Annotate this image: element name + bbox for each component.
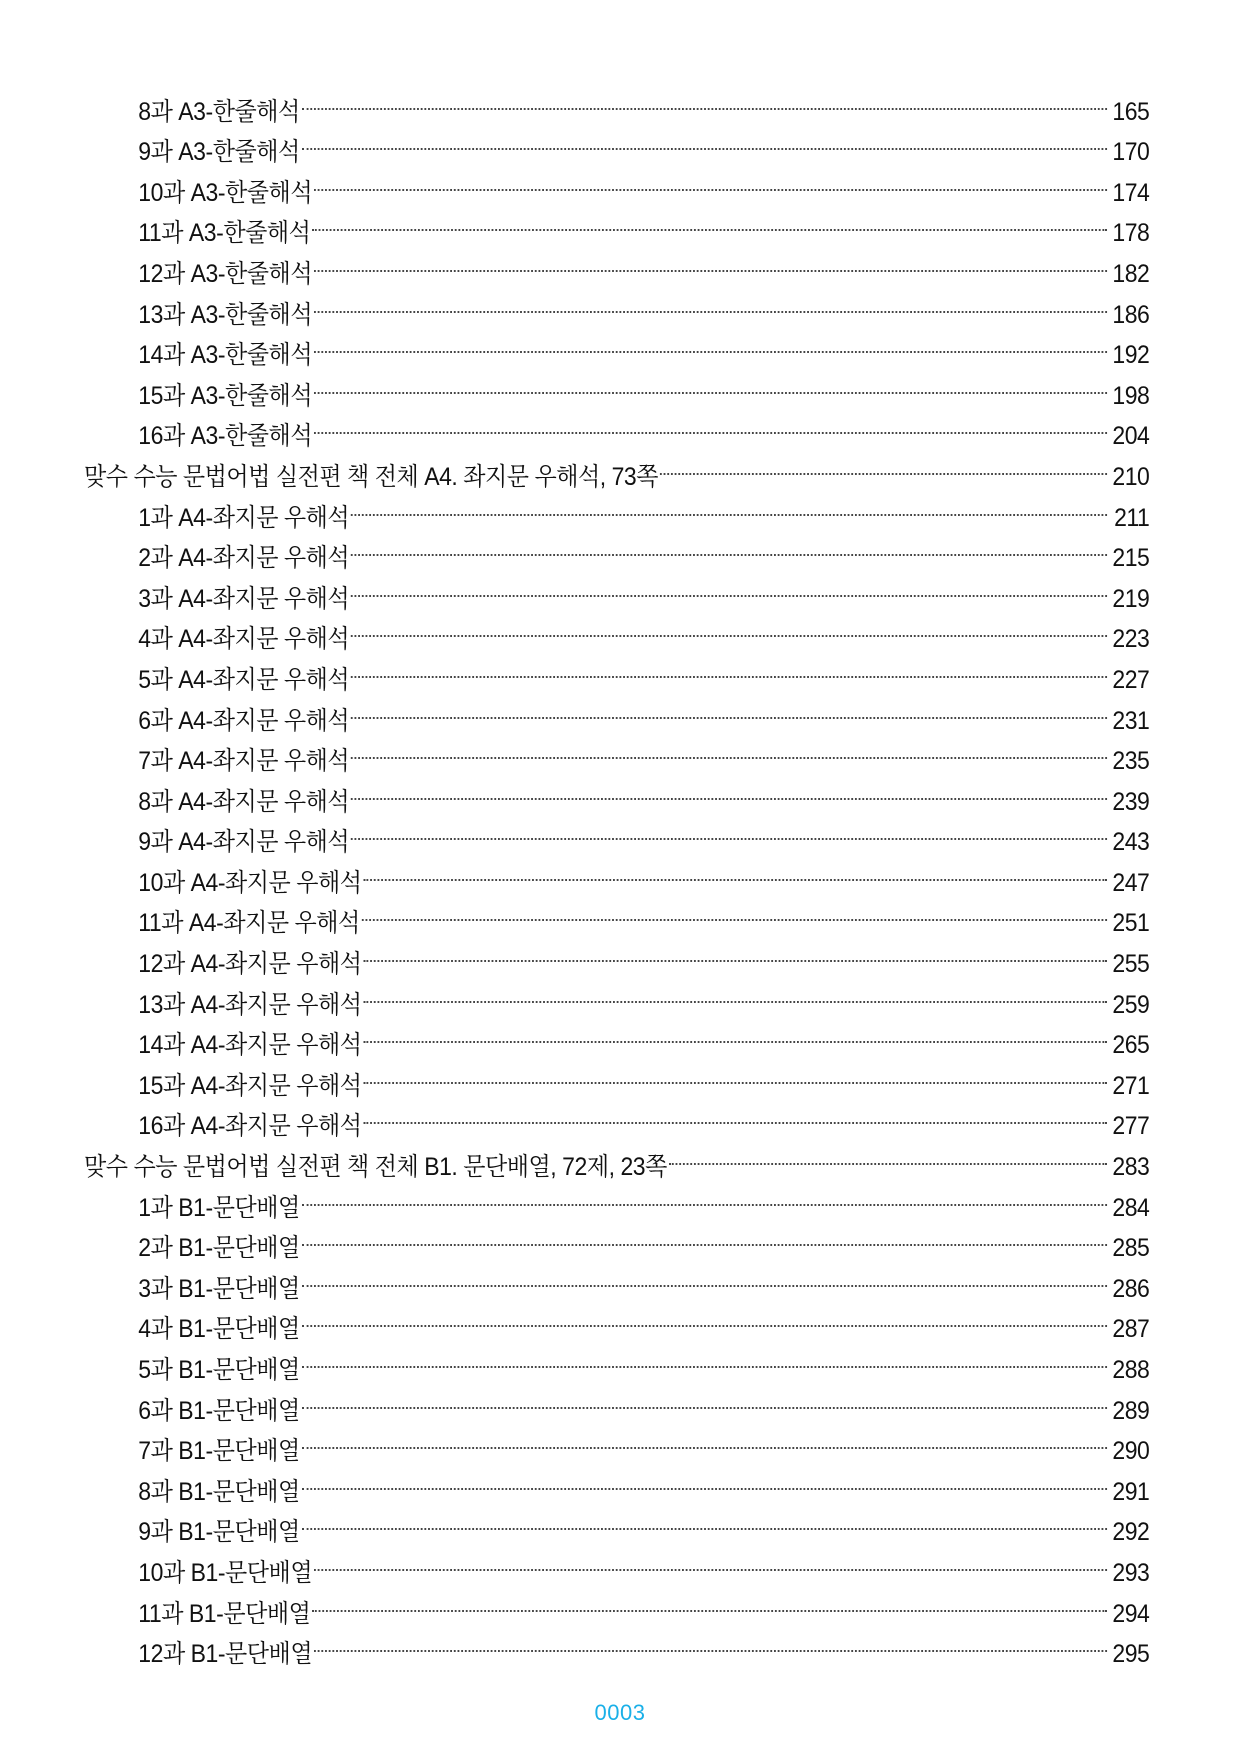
toc-entry-title: 2과 A4-좌지문 우해석 bbox=[138, 544, 350, 573]
toc-entry[interactable] bbox=[84, 938, 1149, 979]
toc-entry[interactable] bbox=[84, 330, 1149, 371]
toc-entry[interactable] bbox=[84, 127, 1149, 168]
toc-entry[interactable] bbox=[84, 370, 1149, 411]
toc-entry-page: 235 bbox=[1112, 747, 1150, 776]
dot-leader bbox=[351, 554, 1107, 556]
toc-entry-page: 210 bbox=[1112, 462, 1150, 491]
dot-leader bbox=[351, 838, 1107, 840]
dot-leader bbox=[302, 1447, 1107, 1449]
dot-leader bbox=[302, 1407, 1107, 1409]
toc-entry-page: 259 bbox=[1112, 990, 1150, 1019]
toc-entry[interactable] bbox=[84, 1588, 1149, 1629]
toc-entry-page: 223 bbox=[1112, 625, 1150, 654]
toc-entry-page: 215 bbox=[1112, 544, 1150, 573]
toc-entry-title: 12과 A3-한줄해석 bbox=[138, 259, 313, 288]
toc-entry-page: 165 bbox=[1112, 97, 1150, 126]
toc-entry-title: 3과 B1-문단배열 bbox=[138, 1274, 300, 1303]
toc-entry[interactable] bbox=[84, 1507, 1149, 1548]
toc-entry-title: 12과 A4-좌지문 우해석 bbox=[138, 950, 362, 979]
toc-entry[interactable] bbox=[84, 1385, 1149, 1426]
toc-entry-page: 293 bbox=[1112, 1558, 1150, 1587]
toc-entry-page: 294 bbox=[1112, 1599, 1150, 1628]
toc-entry-title: 8과 A4-좌지문 우해석 bbox=[138, 787, 350, 816]
toc-section-heading[interactable] bbox=[84, 451, 1149, 492]
toc-entry-page: 243 bbox=[1112, 828, 1150, 857]
dot-leader bbox=[363, 1001, 1107, 1003]
toc-entry[interactable] bbox=[84, 1182, 1149, 1223]
toc-entry-title: 7과 B1-문단배열 bbox=[138, 1437, 300, 1466]
toc-entry-page: 239 bbox=[1112, 787, 1150, 816]
toc-entry[interactable] bbox=[84, 86, 1149, 127]
toc-entry-title: 6과 B1-문단배열 bbox=[138, 1396, 300, 1425]
toc-entry[interactable] bbox=[84, 1060, 1149, 1101]
toc-entry[interactable] bbox=[84, 1101, 1149, 1142]
toc-entry[interactable] bbox=[84, 289, 1149, 330]
toc-entry-page: 288 bbox=[1112, 1356, 1150, 1384]
toc-entry-page: 178 bbox=[1112, 219, 1150, 248]
toc-entry[interactable] bbox=[84, 898, 1149, 939]
toc-entry-page: 186 bbox=[1112, 300, 1150, 329]
dot-leader bbox=[314, 1569, 1107, 1571]
toc-entry-title: 11과 A3-한줄해석 bbox=[138, 219, 311, 248]
toc-entry[interactable] bbox=[84, 1426, 1149, 1467]
dot-leader bbox=[302, 1366, 1107, 1368]
dot-leader bbox=[302, 108, 1107, 110]
toc-entry-page: 219 bbox=[1112, 584, 1150, 613]
dot-leader bbox=[302, 1488, 1107, 1490]
dot-leader bbox=[302, 1285, 1107, 1287]
toc-entry[interactable] bbox=[84, 248, 1149, 289]
dot-leader bbox=[351, 676, 1107, 678]
dot-leader bbox=[363, 879, 1107, 881]
dot-leader bbox=[351, 514, 1107, 516]
toc-entry[interactable] bbox=[84, 817, 1149, 858]
toc-entry[interactable] bbox=[84, 1223, 1149, 1264]
dot-leader bbox=[363, 1122, 1107, 1124]
toc-entry-title: 15과 A4-좌지문 우해석 bbox=[138, 1071, 362, 1100]
dot-leader bbox=[302, 1204, 1107, 1206]
toc-entry[interactable] bbox=[84, 1547, 1149, 1588]
toc-entry-page: 284 bbox=[1112, 1193, 1150, 1222]
dot-leader bbox=[314, 351, 1107, 353]
toc-entry-title: 5과 A4-좌지문 우해석 bbox=[138, 665, 350, 694]
toc-entry-title: 15과 A3-한줄해석 bbox=[138, 381, 313, 410]
toc-entry[interactable] bbox=[84, 614, 1149, 655]
toc-entry-page: 247 bbox=[1112, 868, 1150, 897]
toc-entry-title: 16과 A4-좌지문 우해석 bbox=[138, 1112, 362, 1141]
toc-entry-title: 14과 A3-한줄해석 bbox=[138, 341, 313, 370]
toc-entry-page: 292 bbox=[1112, 1518, 1150, 1547]
dot-leader bbox=[302, 1528, 1107, 1530]
toc-entry-title: 13과 A3-한줄해석 bbox=[138, 300, 313, 329]
toc-entry-page: 204 bbox=[1112, 422, 1150, 451]
dot-leader bbox=[363, 1082, 1107, 1084]
toc-entry[interactable] bbox=[84, 1466, 1149, 1507]
toc-entry[interactable] bbox=[84, 411, 1149, 452]
toc-entry[interactable] bbox=[84, 654, 1149, 695]
dot-leader bbox=[312, 1610, 1107, 1612]
dot-leader bbox=[669, 1163, 1107, 1165]
dot-leader bbox=[363, 1041, 1107, 1043]
toc-entry-page: 174 bbox=[1112, 178, 1150, 207]
dot-leader bbox=[314, 1650, 1107, 1652]
dot-leader bbox=[351, 798, 1107, 800]
dot-leader bbox=[312, 229, 1107, 231]
toc-entry[interactable] bbox=[84, 736, 1149, 777]
dot-leader bbox=[351, 635, 1107, 637]
toc-entry-title: 8과 A3-한줄해석 bbox=[138, 97, 300, 126]
dot-leader bbox=[302, 148, 1107, 150]
dot-leader bbox=[314, 311, 1107, 313]
toc-entry[interactable] bbox=[84, 1020, 1149, 1061]
dot-leader bbox=[351, 757, 1107, 759]
dot-leader bbox=[314, 270, 1107, 272]
toc-entry-page: 286 bbox=[1112, 1274, 1150, 1303]
toc-entry-page: 295 bbox=[1112, 1640, 1150, 1669]
toc-entry-title: 맞수 수능 문법어법 실전편 책 전체 A4. 좌지문 우해석, 73쪽 bbox=[84, 462, 659, 491]
toc-entry-title: 13과 A4-좌지문 우해석 bbox=[138, 990, 362, 1019]
toc-entry-title: 1과 B1-문단배열 bbox=[138, 1193, 300, 1222]
toc-entry[interactable] bbox=[84, 533, 1149, 574]
dot-leader bbox=[302, 1325, 1107, 1327]
toc-entry[interactable] bbox=[84, 208, 1149, 249]
toc-entry[interactable] bbox=[84, 776, 1149, 817]
page-number: 0003 bbox=[594, 1700, 646, 1725]
toc-entry-title: 2과 B1-문단배열 bbox=[138, 1234, 300, 1263]
toc-entry-title: 맞수 수능 문법어법 실전편 책 전체 B1. 문단배열, 72제, 23쪽 bbox=[84, 1153, 667, 1182]
toc-entry-title: 14과 A4-좌지문 우해석 bbox=[138, 1031, 362, 1060]
toc-entry-page: 231 bbox=[1112, 706, 1150, 735]
dot-leader bbox=[660, 473, 1107, 475]
toc-entry[interactable] bbox=[84, 1304, 1149, 1345]
toc-entry-title: 6과 A4-좌지문 우해석 bbox=[138, 706, 350, 735]
toc-entry-page: 227 bbox=[1112, 665, 1150, 694]
toc-section-heading[interactable] bbox=[84, 1141, 1149, 1182]
toc-entry-title: 4과 A4-좌지문 우해석 bbox=[138, 625, 350, 654]
toc-entry[interactable] bbox=[84, 857, 1149, 898]
dot-leader bbox=[302, 1244, 1107, 1246]
toc-entry-page: 211 bbox=[1114, 503, 1150, 532]
toc-entry-page: 198 bbox=[1112, 381, 1150, 410]
toc-entry-page: 291 bbox=[1112, 1477, 1150, 1506]
toc-entry[interactable] bbox=[84, 1344, 1149, 1385]
toc-entry[interactable] bbox=[84, 167, 1149, 208]
toc-entry-page: 255 bbox=[1112, 950, 1150, 979]
toc-entry-page: 283 bbox=[1112, 1153, 1150, 1182]
toc-entry-title: 11과 A4-좌지문 우해석 bbox=[138, 909, 360, 938]
dot-leader bbox=[363, 960, 1107, 962]
toc-entry-title: 7과 A4-좌지문 우해석 bbox=[138, 747, 350, 776]
toc-entry[interactable] bbox=[84, 695, 1149, 736]
toc-entry-title: 16과 A3-한줄해석 bbox=[138, 422, 313, 451]
toc-entry-page: 265 bbox=[1112, 1031, 1150, 1060]
toc-entry[interactable] bbox=[84, 1263, 1149, 1304]
dot-leader bbox=[314, 189, 1107, 191]
toc-entry-page: 289 bbox=[1112, 1396, 1150, 1425]
table-of-contents bbox=[84, 86, 1150, 1669]
toc-entry-title: 8과 B1-문단배열 bbox=[138, 1477, 300, 1506]
toc-entry-title: 9과 A3-한줄해석 bbox=[138, 138, 300, 167]
toc-entry-title: 10과 A3-한줄해석 bbox=[138, 178, 313, 207]
toc-entry-title: 12과 B1-문단배열 bbox=[138, 1640, 313, 1669]
toc-entry-title: 10과 A4-좌지문 우해석 bbox=[138, 868, 362, 897]
toc-entry[interactable] bbox=[84, 1629, 1149, 1670]
dot-leader bbox=[314, 392, 1107, 394]
dot-leader bbox=[362, 919, 1107, 921]
toc-entry-page: 182 bbox=[1112, 259, 1150, 288]
toc-entry-page: 192 bbox=[1112, 341, 1150, 370]
toc-entry-title: 5과 B1-문단배열 bbox=[138, 1356, 300, 1384]
toc-entry-page: 277 bbox=[1112, 1112, 1150, 1141]
toc-entry[interactable] bbox=[84, 573, 1149, 614]
toc-entry-page: 271 bbox=[1112, 1071, 1150, 1100]
dot-leader bbox=[351, 595, 1107, 597]
dot-leader bbox=[314, 432, 1107, 434]
toc-entry-page: 290 bbox=[1112, 1437, 1150, 1466]
toc-entry-page: 170 bbox=[1112, 138, 1150, 167]
toc-entry[interactable] bbox=[84, 492, 1149, 533]
dot-leader bbox=[351, 717, 1107, 719]
toc-entry-title: 10과 B1-문단배열 bbox=[138, 1558, 313, 1587]
toc-entry-page: 251 bbox=[1112, 909, 1150, 938]
toc-entry-page: 287 bbox=[1112, 1315, 1150, 1344]
toc-entry-title: 4과 B1-문단배열 bbox=[138, 1315, 300, 1344]
toc-entry-page: 285 bbox=[1112, 1234, 1150, 1263]
toc-entry-title: 11과 B1-문단배열 bbox=[138, 1599, 311, 1628]
toc-entry-title: 1과 A4-좌지문 우해석 bbox=[138, 503, 350, 532]
toc-entry-title: 9과 B1-문단배열 bbox=[138, 1518, 300, 1547]
toc-entry[interactable] bbox=[84, 979, 1149, 1020]
toc-entry-title: 3과 A4-좌지문 우해석 bbox=[138, 584, 350, 613]
toc-entry-title: 9과 A4-좌지문 우해석 bbox=[138, 828, 350, 857]
